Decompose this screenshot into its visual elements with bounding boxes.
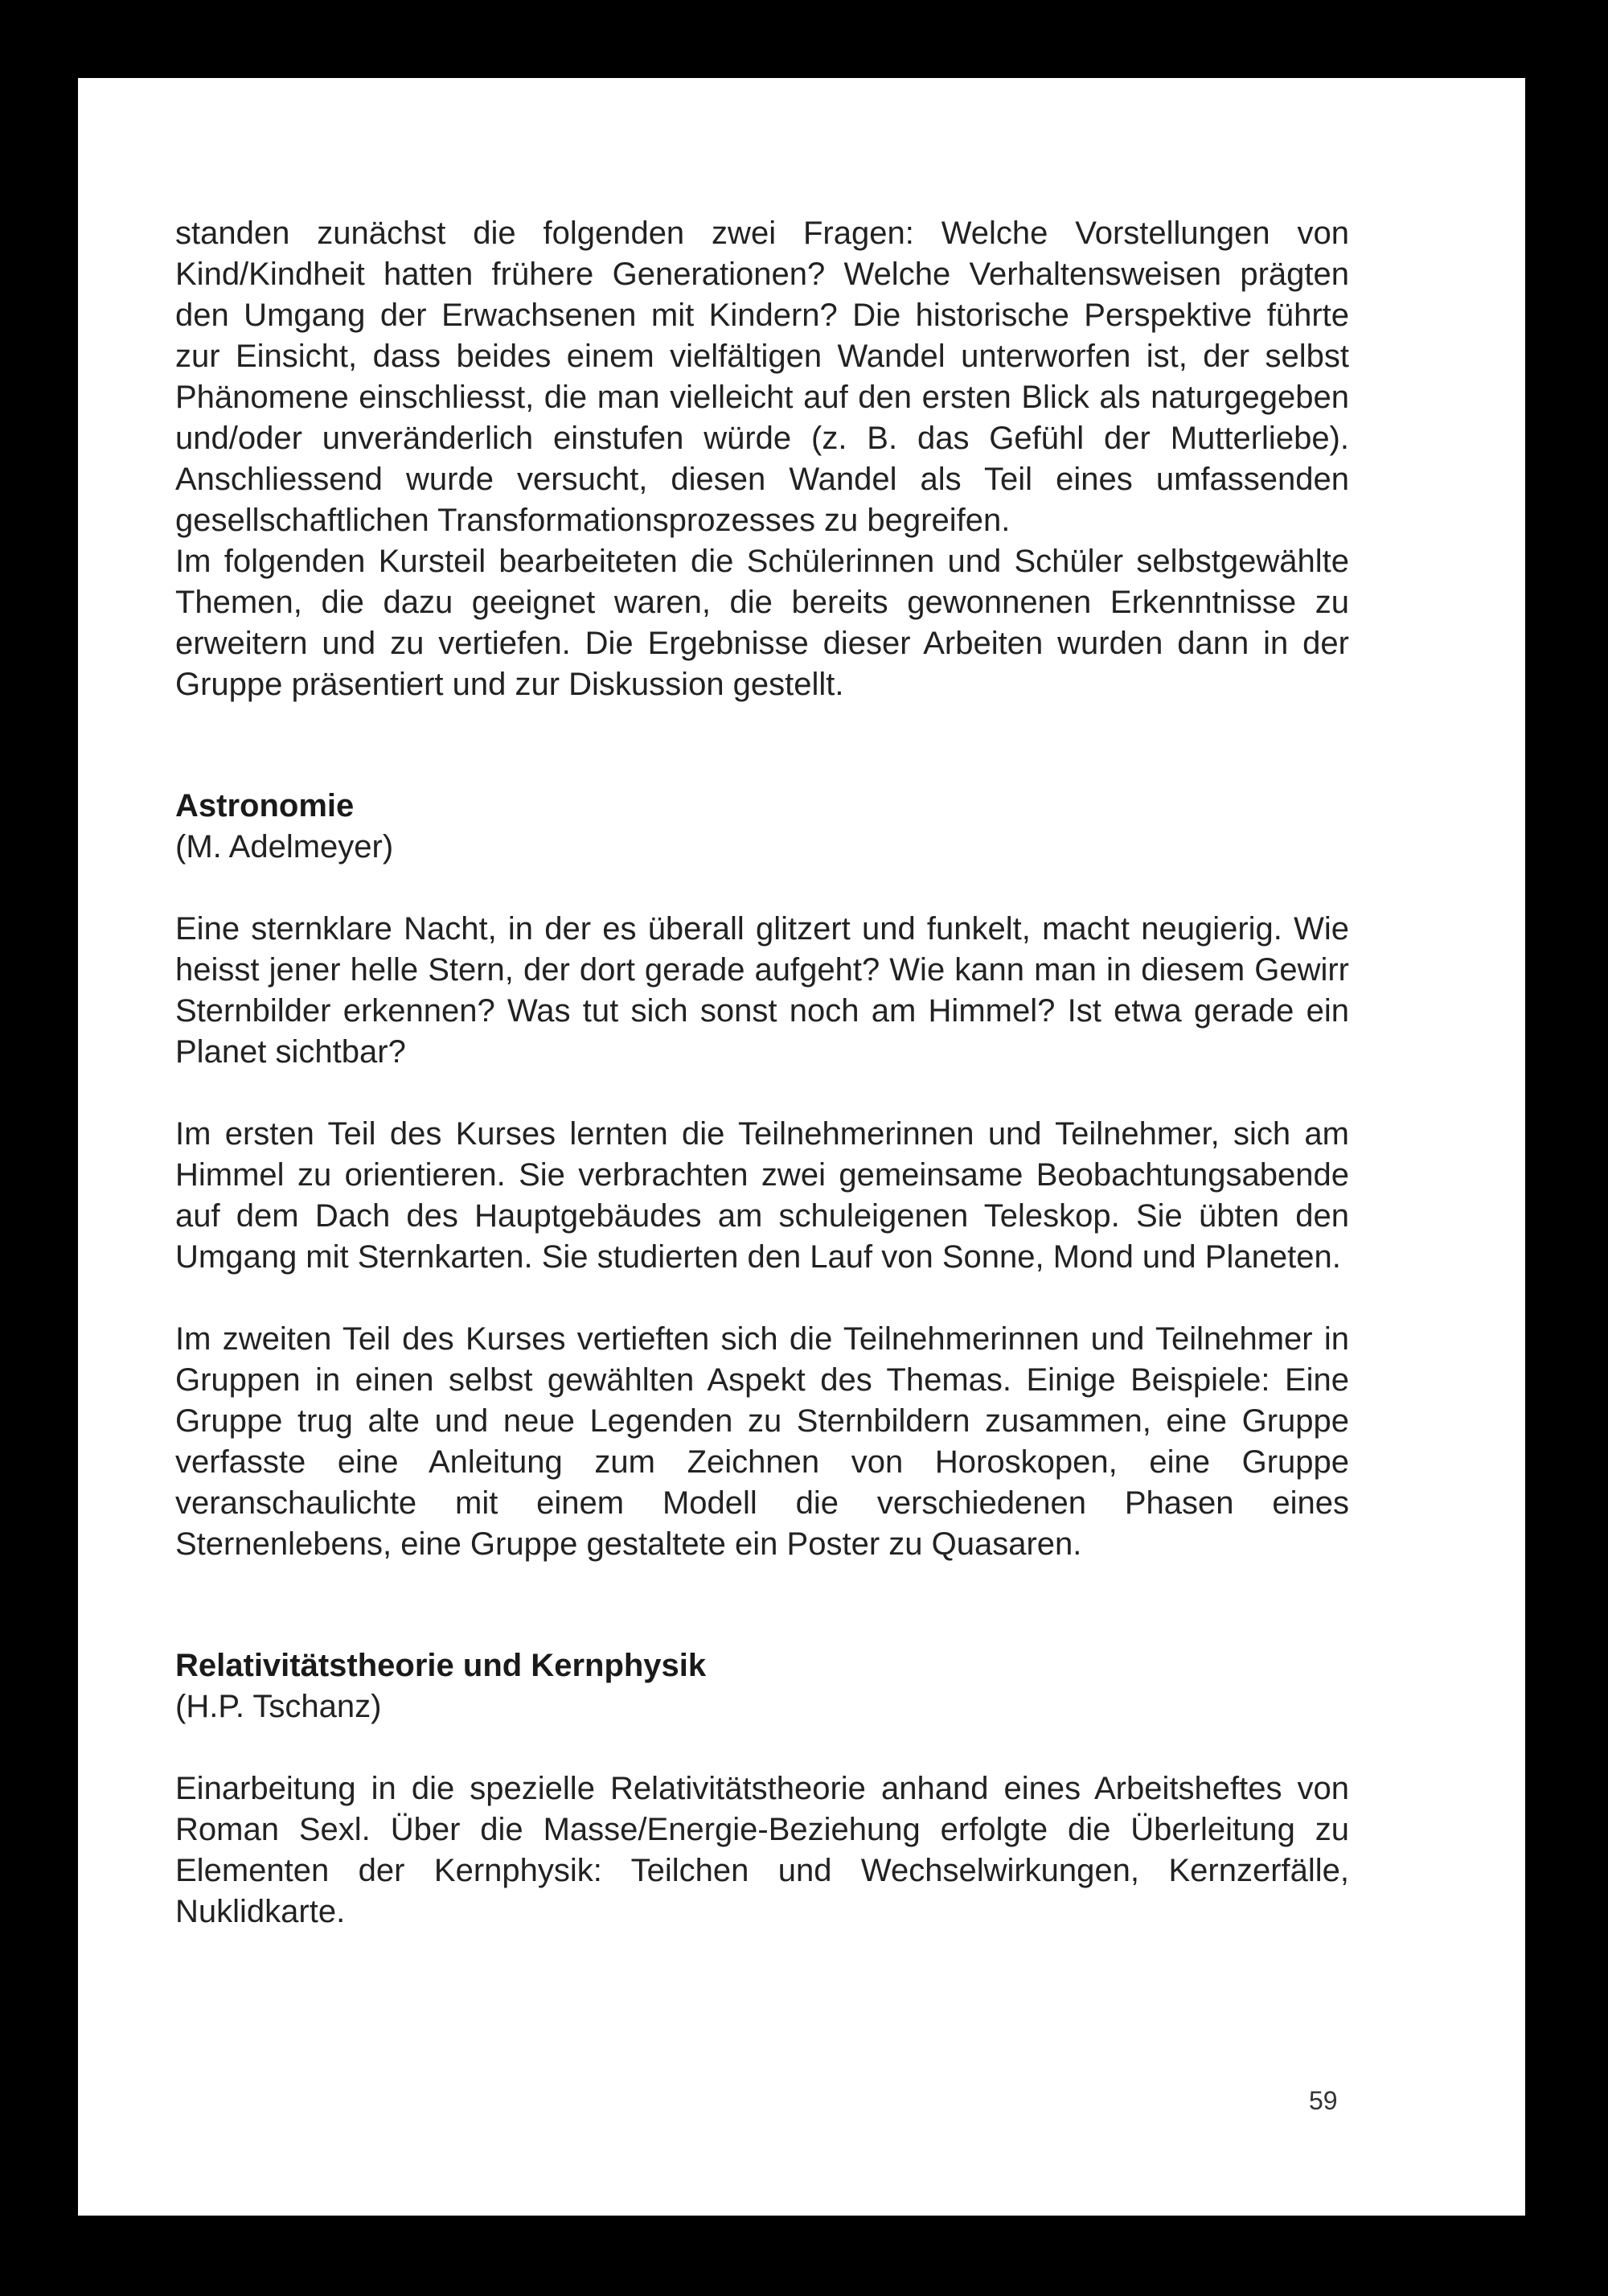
intro-paragraph-1: standen zunächst die folgenden zwei Fragen: Welche Vorstellungen von Kind/Kindheit hatten frühere Generationen? Welche Verhaltensweisen prägten den Umgang der Erwachsenen mit Kindern? Die historische Perspektive führte zur Einsicht, dass beides einem vielfältigen Wandel unterworfen ist, der selbst Phänomene einschliesst, die man vielleicht auf den ersten Blick als naturgegeben und/oder unveränderlich einstufen würde (z. B. das Gefühl der Mutterliebe). Anschliessend wurde versucht, diesen Wandel als Teil eines umfassenden gesellschaftlichen Transformationsprozesses zu begreifen. <box>175 216 1349 538</box>
page-content <box>175 213 1349 1933</box>
astronomie-paragraph-3: Im zweiten Teil des Kurses vertieften sich die Teilnehmerinnen und Teilnehmer in Gruppen in einen selbst gewählten Aspekt des Themas. Einige Beispiele: Eine Gruppe trug alte und neue Legenden zu Sternbildern zusammen, eine Gruppe verfasste eine Anleitung zum Zeichnen von Horoskopen, eine Gruppe veranschaulichte mit einem Modell die verschiedenen Phasen eines Sternenlebens, eine Gruppe gestaltete ein Poster zu Quasaren. <box>175 1321 1349 1562</box>
section-author-relativitaet: (H.P. Tschanz) <box>175 1689 382 1724</box>
document-page <box>78 78 1525 2216</box>
paragraph-spacer <box>175 1073 1349 1114</box>
astronomie-paragraph-2: Im ersten Teil des Kurses lernten die Teilnehmerinnen und Teilnehmer, sich am Himmel zu orientieren. Sie verbrachten zwei gemeinsame Beobachtungsabende auf dem Dach des Hauptgebäudes am schuleigenen Teleskop. Sie übten den Umgang mit Sternkarten. Sie studierten den Lauf von Sonne, Mond und Planeten. <box>175 1116 1349 1275</box>
section-heading-relativitaet: Relativitätstheorie und Kernphysik <box>175 1648 707 1683</box>
page-number: 59 <box>1309 2086 1338 2115</box>
paragraph-spacer <box>175 1278 1349 1319</box>
astronomie-paragraph-1: Eine sternklare Nacht, in der es überall glitzert und funkelt, macht neugierig. Wie heisst jener helle Stern, der dort gerade aufgeht? Wie kann man in diesem Gewirr Sternbilder erkennen? Was tut sich sonst noch am Himmel? Ist etwa gerade ein Planet sichtbar? <box>175 911 1349 1070</box>
paragraph-spacer <box>175 868 1349 909</box>
paragraph-spacer <box>175 1727 1349 1768</box>
section-heading-astronomie: Astronomie <box>175 788 355 824</box>
section-author-astronomie: (M. Adelmeyer) <box>175 829 394 865</box>
relativitaet-paragraph-1: Einarbeitung in die spezielle Relativitätstheorie anhand eines Arbeitsheftes von Roman Sexl. Über die Masse/Energie-Beziehung erfolgte die Überleitung zu Elementen der Kernphysik: Teilchen und Wechselwirkungen, Kernzerfälle, Nuklidkarte. <box>175 1771 1349 1929</box>
section-spacer <box>175 1565 1349 1645</box>
intro-paragraph-2: Im folgenden Kursteil bearbeiteten die Schülerinnen und Schüler selbstgewählte Themen, die dazu geeignet waren, die bereits gewonnenen Erkenntnisse zu erweitern und zu vertiefen. Die Ergebnisse dieser Arbeiten wurden dann in der Gruppe präsentiert und zur Diskussion gestellt. <box>175 544 1349 702</box>
section-spacer <box>175 705 1349 786</box>
